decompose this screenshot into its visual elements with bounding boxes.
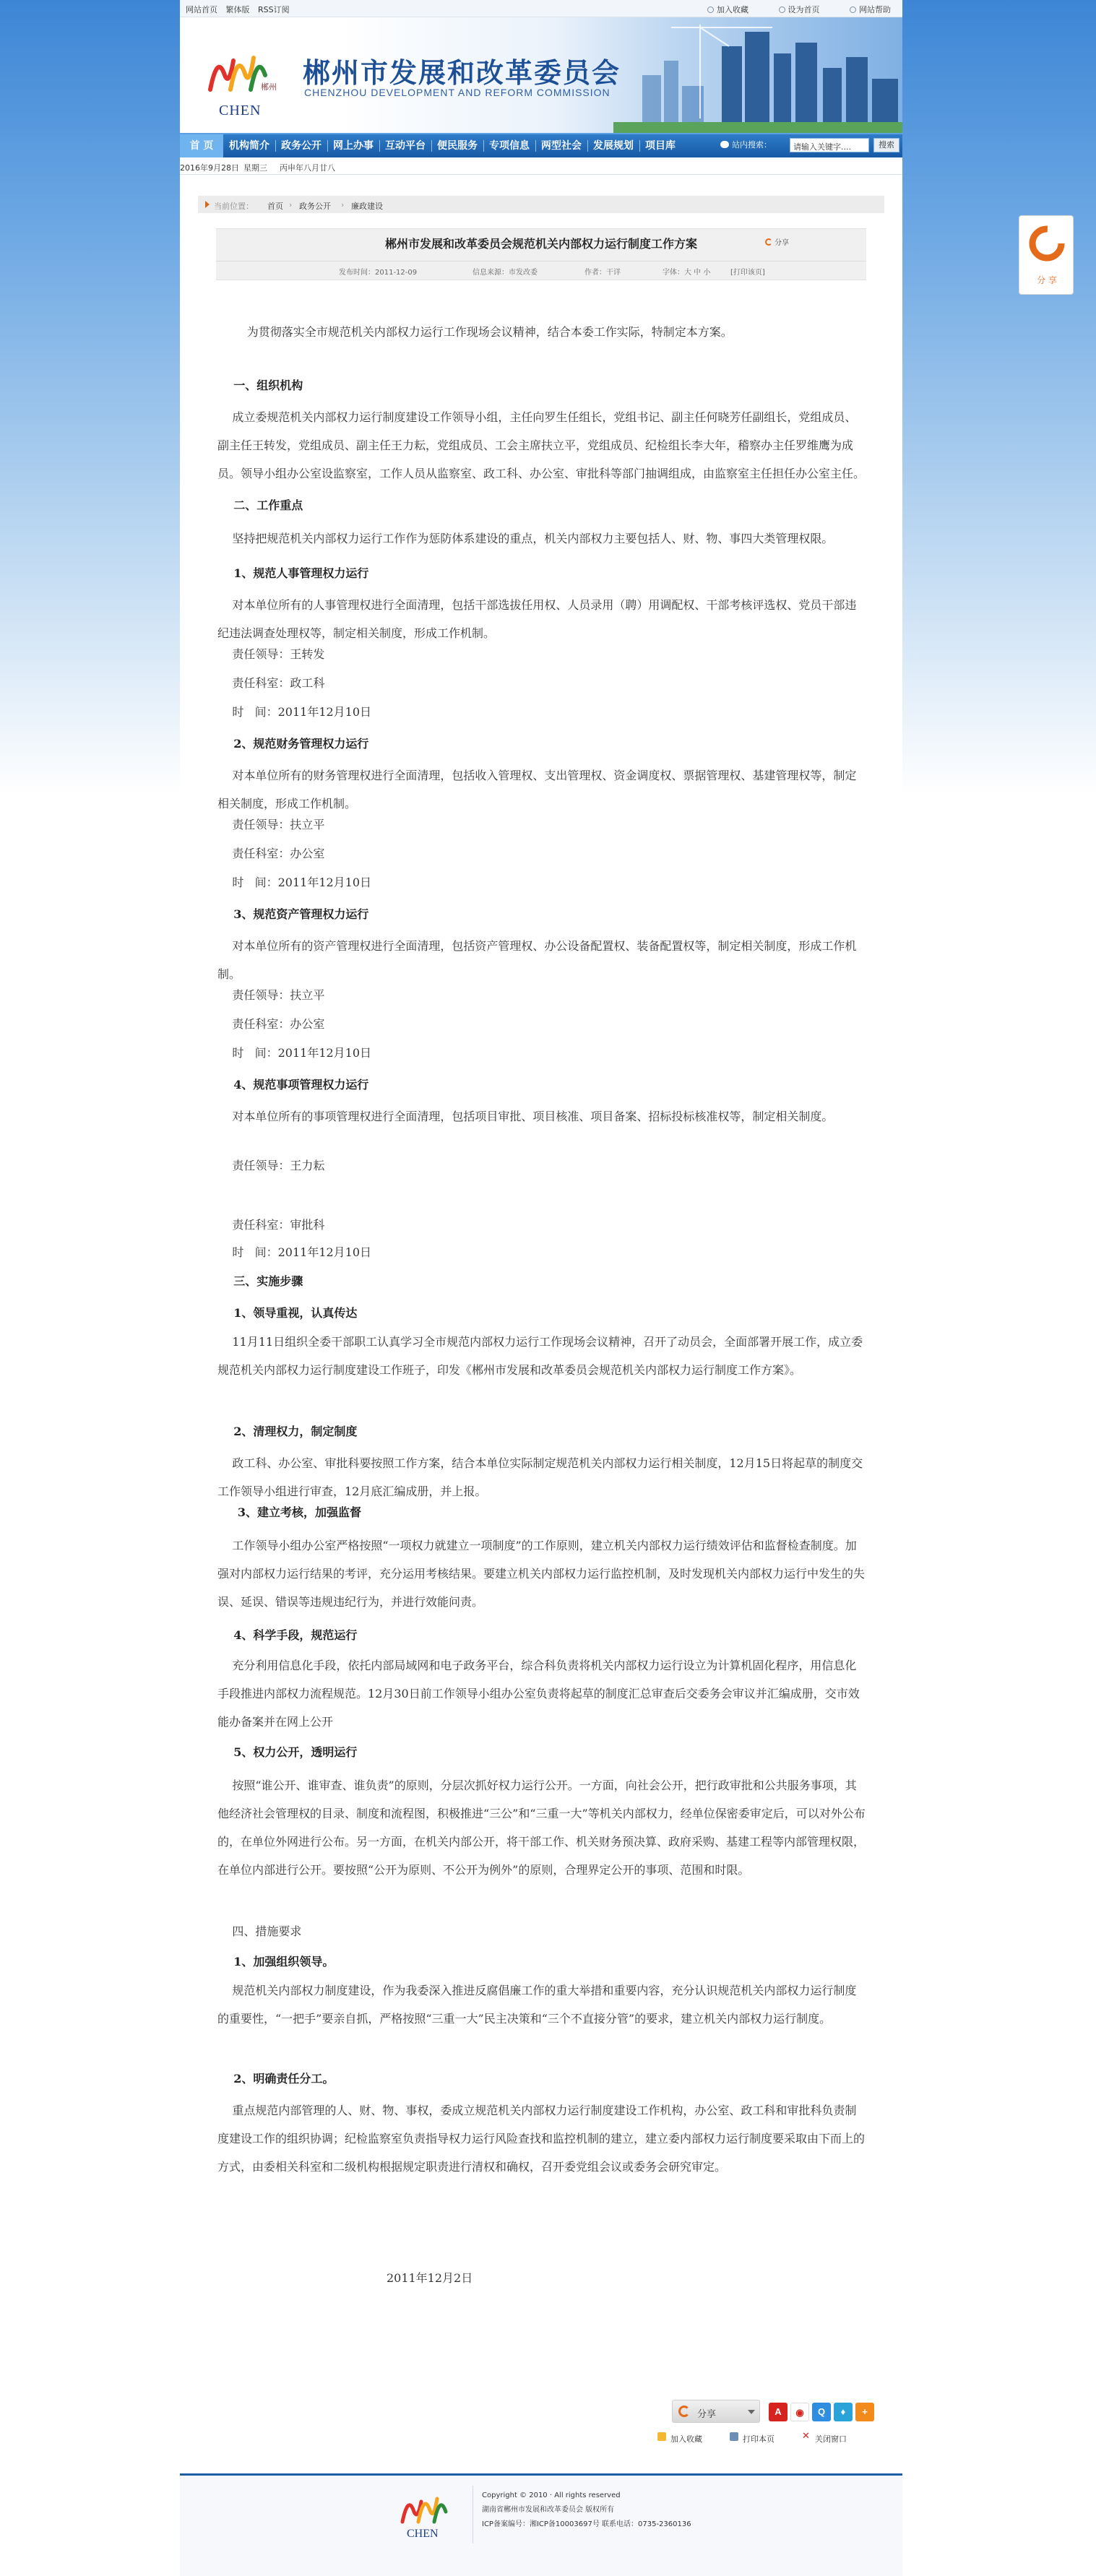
breadcrumb-arrow-icon — [205, 201, 210, 208]
site-subtitle: CHENZHOU DEVELOPMENT AND REFORM COMMISSION — [304, 87, 610, 98]
add-favorite-link[interactable]: 加入收藏 — [707, 5, 748, 14]
city-skyline-image — [613, 17, 902, 133]
rss-link[interactable]: RSS订阅 — [258, 5, 290, 14]
close-window-link[interactable]: 关闭窗口 — [815, 2434, 847, 2444]
print-page-link[interactable]: 打印本页 — [743, 2434, 774, 2444]
article-heading: 三、实施步骤 — [217, 1274, 303, 1288]
article-paragraph: 责任领导：扶立平 — [217, 988, 325, 1002]
nav-separator — [275, 140, 276, 152]
current-date: 2016年9月28日 — [180, 163, 239, 173]
footer-logo — [397, 2486, 462, 2543]
article-paragraph: 时 间：2011年12月10日 — [217, 876, 372, 889]
nav-gov-affairs[interactable]: 政务公开 — [281, 140, 322, 152]
article-heading: 2、清理权力，制定制度 — [217, 1425, 358, 1438]
article-meta — [216, 261, 866, 277]
article-heading: 4、规范事项管理权力运行 — [217, 1078, 369, 1092]
article-paragraph: 时 间：2011年12月10日 — [217, 1046, 372, 1060]
logo-text: CHEN — [219, 103, 262, 118]
article-paragraph: 成立委规范机关内部权力运行制度建设工作领导小组，主任向罗生任组长，党组书记、副主任何晓芳任副组长，党组成员、副主任王转发，党组成员、副主任王力耘，党组成员、工会主席扶立平，党组成员、纪检组长李大年，稽察办主任罗维鹰为成员。领导小组办公室设监察室，工作人员从监察室、政工科、办公室、审批科等部门抽调组成，由监察室主任担任办公室主任。 — [217, 410, 866, 480]
article-paragraph: 对本单位所有的资产管理权进行全面清理，包括资产管理权、办公设备配置权、装备配置权等，制定相关制度，形成工作机制。 — [217, 939, 857, 981]
article-paragraph: 责任科室：办公室 — [217, 1017, 325, 1031]
footer-logo-text: CHEN — [407, 2528, 439, 2540]
share-icon — [1028, 225, 1066, 262]
article-paragraph: 工作领导小组办公室严格按照“一项权力就建立一项制度”的工作原则，建立机关内部权力运行绩效评估和监督检查制度。加强对内部权力运行结果的考评，充分运用考核结果。要建立机关内部权力运行监控机制，及时发现机关内部权力运行中发生的失误、延误、错误等违规违纪行为，并进行效能问责。 — [217, 1539, 866, 1609]
nav-two-type-society[interactable]: 两型社会 — [541, 140, 582, 152]
article-paragraph — [217, 2235, 866, 2263]
article-heading: 1、加强组织领导。 — [217, 1955, 335, 1968]
article-paragraph: 责任科室：办公室 — [217, 847, 325, 860]
article-paragraph: 对本单位所有的人事管理权进行全面清理，包括干部选拔任用权、人员录用（聘）用调配权、干部考核评选权、党员干部违纪违法调查处理权等，制定相关制度，形成工作机制。 — [217, 598, 857, 640]
print-icon — [730, 2432, 738, 2441]
article-paragraph: 2011年12月2日 — [217, 2271, 473, 2285]
article-paragraph: 责任科室：审批科 — [217, 1218, 325, 1232]
nav-separator — [639, 140, 640, 152]
footer-icp: ICP备案编号：湘ICP备10003697号 联系电话：0735-2360136 — [482, 2520, 691, 2528]
article-author: 作者：干详 — [584, 269, 621, 277]
help-icon — [850, 7, 856, 13]
article-heading: 5、权力公开，透明运行 — [217, 1745, 358, 1759]
nav-separator — [587, 140, 588, 152]
print-page-link[interactable]: [打印该页] — [730, 269, 765, 277]
article-paragraph: 充分利用信息化手段，依托内部局域网和电子政务平台，综合科负责将机关内部权力运行设立为计算机固化程序，用信息化手段推进内部权力流程规范。12月30日前工作领导小组办公室负责将起草的制度汇总审查后交委务会审议并汇编成册，交市效能办备案并在网上公开 — [217, 1659, 860, 1729]
nav-project-library[interactable]: 项目库 — [645, 140, 676, 152]
bottom-links — [657, 2430, 874, 2445]
breadcrumb-integrity[interactable]: 廉政建设 — [351, 202, 383, 211]
set-homepage-link[interactable]: 设为首页 — [779, 5, 820, 14]
footer-text — [482, 2489, 691, 2532]
font-size-switch[interactable]: 字体：大 中 小 — [663, 269, 711, 277]
help-link[interactable]: 网站帮助 — [850, 5, 891, 14]
add-favorite-link[interactable]: 加入收藏 — [670, 2434, 702, 2444]
article-heading: 二、工作重点 — [217, 498, 303, 512]
logo-tag: 郴州 — [261, 82, 277, 92]
nav-separator — [379, 140, 380, 152]
article-paragraph: 对本单位所有的财务管理权进行全面清理，包括收入管理权、支出管理权、资金调度权、票据管理权、基建管理权等，制定相关制度，形成工作机制。 — [217, 769, 857, 811]
qzone-icon[interactable]: Q — [812, 2403, 831, 2421]
more-icon[interactable]: + — [855, 2403, 874, 2421]
chevron-down-icon — [748, 2410, 755, 2414]
top-utility-bar — [180, 0, 902, 17]
main-nav — [180, 133, 902, 157]
floating-share-button[interactable]: 分 享 — [1019, 215, 1074, 295]
search-input[interactable]: 请输入关键字.... — [790, 138, 869, 152]
breadcrumb-gov-affairs[interactable]: 政务公开 — [299, 202, 331, 211]
page-container — [180, 0, 902, 2576]
article-heading: 一、组织机构 — [217, 379, 303, 392]
search-button[interactable]: 搜索 — [873, 138, 899, 152]
close-icon: ✕ — [802, 2431, 810, 2442]
info-source: 信息来源：市发改委 — [473, 269, 538, 277]
favorite-icon — [657, 2432, 666, 2441]
traditional-link[interactable]: 繁体版 — [225, 5, 250, 14]
article-paragraph: 时 间：2011年12月10日 — [217, 1245, 372, 1259]
favorite-icon — [707, 7, 714, 13]
nav-home[interactable]: 首 页 — [180, 134, 223, 157]
article-paragraph: 坚持把规范机关内部权力运行工作作为惩防体系建设的重点，机关内部权力主要包括人、财、物、事四大类管理权限。 — [217, 532, 834, 545]
home-link[interactable]: 网站首页 — [186, 5, 217, 14]
nav-online-service[interactable]: 网上办事 — [333, 140, 374, 152]
article-paragraph: 为贯彻落实全市规范机关内部权力运行工作现场会议精神，结合本委工作实际，特制定本方案。 — [217, 325, 733, 339]
nav-separator — [483, 140, 484, 152]
nav-separator — [431, 140, 432, 152]
article-paragraph: 责任领导：扶立平 — [217, 818, 325, 831]
nav-interaction[interactable]: 互动平台 — [385, 140, 426, 152]
share-icon — [678, 2406, 690, 2417]
article-paragraph: 责任领导：王力耘 — [217, 1159, 325, 1172]
article-heading: 3、建立考核，加强监督 — [217, 1505, 361, 1519]
article-heading: 2、规范财务管理权力运行 — [217, 737, 369, 751]
nav-about[interactable]: 机构简介 — [229, 140, 269, 152]
breadcrumb-separator: › — [289, 200, 293, 209]
article-title: 郴州市发展和改革委员会规范机关内部权力运行制度工作方案 — [384, 237, 697, 251]
weibo-icon[interactable]: ◉ — [790, 2403, 809, 2421]
article-heading: 1、领导重视，认真传达 — [217, 1306, 358, 1320]
search-icon — [720, 141, 729, 148]
footer-owner: 湖南省郴州市发展和改革委员会 版权所有 — [482, 2506, 615, 2514]
nav-public-service[interactable]: 便民服务 — [437, 140, 478, 152]
site-search-label: 站内搜索： — [720, 139, 772, 150]
site-title: 郴州市发展和改革委员会 — [303, 56, 621, 89]
date-bar — [180, 157, 902, 175]
share-icon — [765, 238, 772, 246]
pdf-icon[interactable]: A — [769, 2403, 788, 2421]
current-weekday: 星期三 — [243, 163, 267, 173]
homepage-icon — [779, 7, 785, 13]
article-paragraph: 规范机关内部权力制度建设，作为我委深入推进反腐倡廉工作的重大举措和重要内容，充分认识规范机关内部权力运行制度的重要性，“一把手”要亲自抓，严格按照“三重一大”民主决策和“三个不直接分管”的要求，建立机关内部权力运行制度。 — [217, 1984, 857, 2026]
breadcrumb-label: 当前位置： — [214, 202, 254, 211]
article-paragraph: 时 间：2011年12月10日 — [217, 705, 372, 719]
nav-dev-planning[interactable]: 发展规划 — [593, 140, 634, 152]
article-paragraph: 11月11日组织全委干部职工认真学习全市规范内部权力运行工作现场会议精神，召开了动员会，全面部署开展工作，成立委规范机关内部权力运行制度建设工作班子，印发《郴州市发展和改革委员会规范机关内部权力运行制度工作方案》。 — [217, 1335, 863, 1377]
logo-mark-icon — [203, 39, 282, 104]
title-share-button[interactable]: 分享 — [765, 236, 789, 247]
article-heading: 3、规范资产管理权力运行 — [217, 907, 369, 921]
article-heading: 2、明确责任分工。 — [217, 2072, 335, 2086]
article-heading: 1、规范人事管理权力运行 — [217, 566, 369, 580]
breadcrumb — [198, 196, 884, 213]
footer-copyright: Copyright © 2010 · All rights reserved — [482, 2491, 621, 2499]
publish-time: 发布时间：2011-12-09 — [339, 269, 418, 277]
site-footer — [180, 2473, 902, 2576]
nav-separator — [535, 140, 536, 152]
article-paragraph — [217, 1180, 866, 1209]
logo-mark-icon — [397, 2486, 462, 2529]
article-header — [216, 228, 866, 280]
breadcrumb-separator: › — [341, 200, 345, 209]
nav-special-info[interactable]: 专项信息 — [489, 140, 530, 152]
share-button[interactable]: 分享 — [672, 2400, 760, 2423]
lunar-date: 丙申年八月廿八 — [280, 163, 335, 173]
site-logo[interactable] — [203, 39, 282, 118]
article-paragraph: 责任领导：王转发 — [217, 647, 325, 661]
article-heading: 4、科学手段，规范运行 — [217, 1628, 358, 1642]
article-paragraph — [217, 2203, 866, 2231]
article-paragraph: 对本单位所有的事项管理权进行全面清理，包括项目审批、项目核准、项目备案、招标投标核准权等，制定相关制度。 — [217, 1110, 834, 1123]
article-paragraph: 四、措施要求 — [217, 1924, 302, 1938]
site-banner — [180, 17, 902, 133]
breadcrumb-home[interactable]: 首页 — [267, 202, 283, 211]
nav-separator — [327, 140, 328, 152]
article-paragraph: 重点规范内部管理的人、财、物、事权，委成立规范机关内部权力运行制度建设工作机构，办公室、政工科和审批科负责制度建设工作的组织协调；纪检监察室负责指导权力运行风险查找和监控机制的建立，建立委内部权力运行制度要采取由下而上的方式，由委相关科室和二级机构根据规定职责进行清权和确权，召开委党组会议或委务会研究审定。 — [217, 2104, 866, 2174]
article-paragraph: 责任科室：政工科 — [217, 676, 325, 690]
article-paragraph: 政工科、办公室、审批科要按照工作方案，结合本单位实际制定规范机关内部权力运行相关制度，12月15日将起草的制度交工作领导小组进行审查，12月底汇编成册，并上报。 — [217, 1456, 863, 1498]
article-paragraph: 按照“谁公开、谁审查、谁负责”的原则，分层次抓好权力运行公开。一方面，向社会公开，把行政审批和公共服务事项，其他经济社会管理权的目录、制度和流程图，积极推进“三公”和“三重一大”等机关内部权力，经单位保密委审定后，可以对外公布的，在单位外网进行公布。另一方面，在机关内部公开，将干部工作、机关财务预决算、政府采购、基建工程等内部管理权限，在单位内部进行公开。要按照“公开为原则、不公开为例外”的原则，合理界定公开的事项、范围和时限。 — [217, 1778, 866, 1877]
kaixin-icon[interactable]: ♦ — [834, 2403, 853, 2421]
share-toolbar — [672, 2400, 868, 2424]
